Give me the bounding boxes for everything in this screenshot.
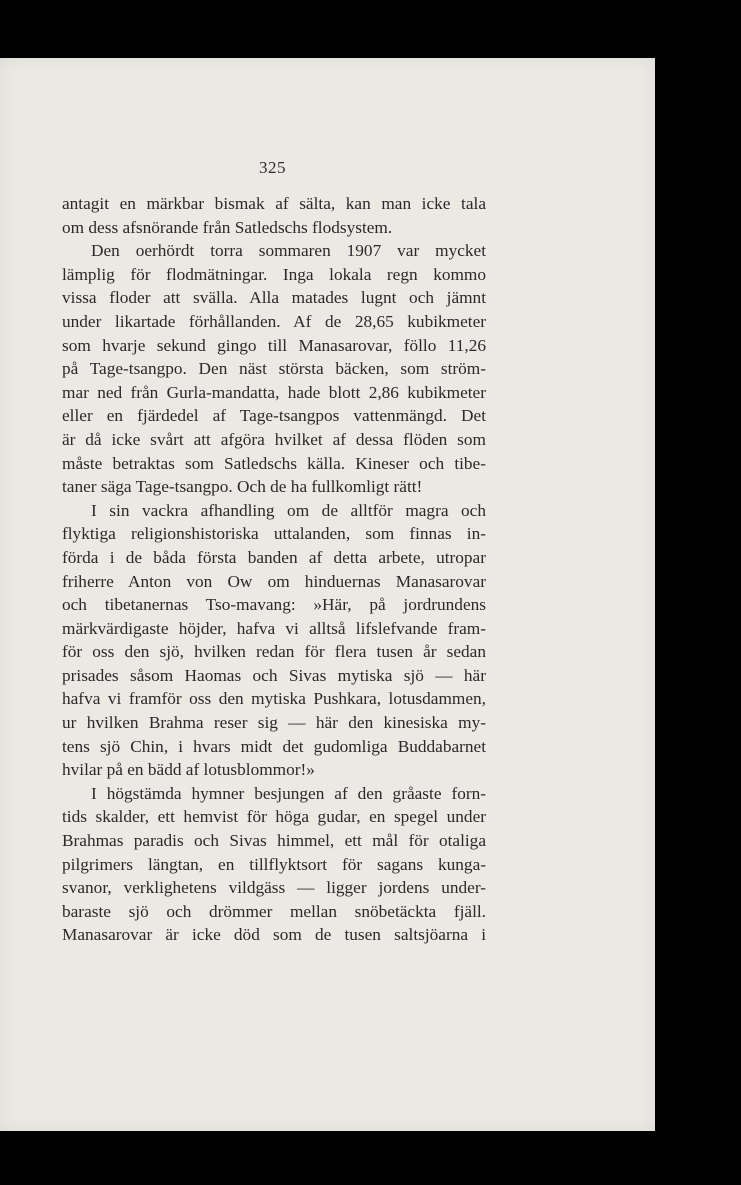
text-line: hvilar på en bädd af lotusblommor!»: [62, 760, 315, 780]
text-line: Den oerhördt torra sommaren 1907 var mycket: [91, 241, 486, 261]
text-line: om dess afsnörande från Satledschs flodsystem.: [62, 217, 393, 237]
text-line: som hvarje sekund gingo till Manasarovar, föllo 11,26: [62, 335, 486, 355]
text-line: mar ned från Gurla-mandatta, hade blott 2,86 kubikmeter: [62, 382, 486, 402]
text-line: Brahmas paradis och Sivas himmel, ett mål för otaliga: [62, 831, 486, 851]
text-line: vissa floder att svälla. Alla matades lugnt och jämnt: [62, 288, 486, 308]
page-number: 325: [259, 158, 286, 177]
text-line: baraste sjö och drömmer mellan snöbetäckta fjäll.: [62, 901, 486, 921]
text-line: under likartade förhållanden. Af de 28,65 kubikmeter: [62, 311, 486, 331]
text-line: friherre Anton von Ow om hinduernas Manasarovar: [62, 571, 486, 591]
text-line: märkvärdigaste höjder, hafva vi alltså lifslefvande fram-: [62, 618, 486, 638]
text-line: för oss den sjö, hvilken redan för flera tusen år sedan: [62, 642, 486, 662]
text-line: eller en fjärdedel af Tage-tsangpos vattenmängd. Det: [62, 406, 486, 426]
text-line: flyktiga religionshistoriska uttalanden, som finnas in-: [62, 524, 486, 544]
text-line: taner säga Tage-tsangpo. Och de ha fullkomligt rätt!: [62, 477, 423, 497]
text-line: antagit en märkbar bismak af sälta, kan man icke tala: [62, 194, 486, 213]
text-line: hafva vi framför oss den mytiska Pushkara, lotusdammen,: [62, 689, 486, 709]
text-line: I sin vackra afhandling om de alltför magra och: [91, 500, 486, 520]
text-line: måste betraktas som Satledschs källa. Kineser och tibe-: [62, 453, 486, 473]
text-line: och tibetanernas Tso-mavang: »Här, på jordrundens: [62, 595, 486, 615]
text-line: I högstämda hymner besjungen af den gråaste forn-: [91, 783, 486, 803]
body-text: [62, 192, 486, 947]
text-line: tids skalder, ett hemvist för höga gudar, en spegel under: [62, 807, 486, 827]
text-line: prisades såsom Haomas och Sivas mytiska sjö — här: [62, 665, 486, 685]
text-line: tens sjö Chin, i hvars midt det gudomliga Buddabarnet: [62, 736, 486, 756]
text-line: lämplig för flodmätningar. Inga lokala regn kommo: [62, 264, 486, 284]
text-line: på Tage-tsangpo. Den näst största bäcken, som ström-: [62, 359, 486, 379]
text-line: är då icke svårt att afgöra hvilket af dessa flöden som: [62, 429, 486, 449]
text-line: förda i de båda första banden af detta arbete, utropar: [62, 547, 486, 567]
text-line: svanor, verklighetens vildgäss — ligger jordens under-: [62, 878, 486, 898]
book-page: [0, 58, 655, 1131]
text-line: ur hvilken Brahma reser sig — här den kinesiska my-: [62, 713, 486, 733]
text-line: pilgrimers längtan, en tillflyktsort för sagans kunga-: [62, 854, 486, 874]
text-line: Manasarovar är icke död som de tusen saltsjöarna i: [62, 925, 486, 945]
